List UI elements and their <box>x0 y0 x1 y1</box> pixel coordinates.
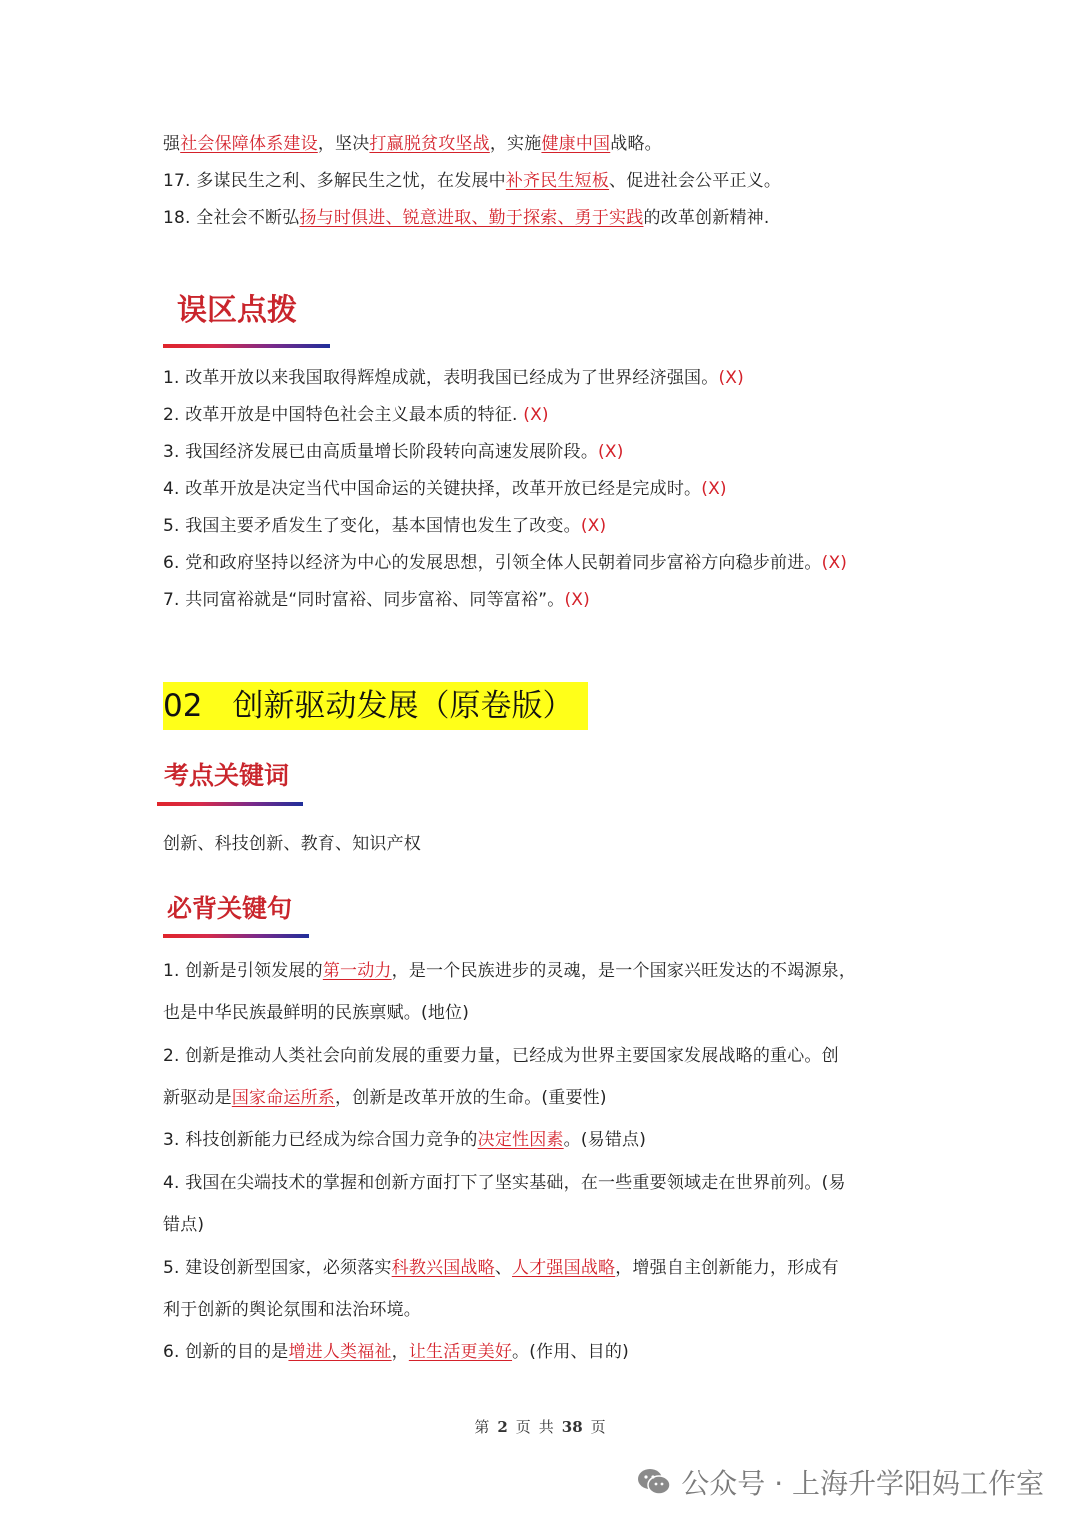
misconception-item <box>163 588 590 612</box>
highlighted-term: 补齐民生短板 <box>505 171 610 191</box>
line-text: 6. 创新的目的是 <box>163 1342 289 1362</box>
wrong-mark: (X) <box>718 368 744 388</box>
highlighted-term: 人才强国战略 <box>512 1258 616 1278</box>
line-text: 错点) <box>163 1215 205 1235</box>
line-text: ，创新是改革开放的生命。(重要性) <box>335 1088 607 1108</box>
misconception-item <box>163 403 549 427</box>
chapter-number: 02 <box>163 688 203 724</box>
line-text: 利于创新的舆论氛围和法治环境。 <box>163 1300 421 1320</box>
misconception-item <box>163 477 727 501</box>
highlighted-term: 科教兴国战略 <box>391 1258 495 1278</box>
highlighted-term: 扬与时俱进、锐意进取、勤于探索、勇于实践 <box>299 208 644 228</box>
line-text: ，实施 <box>489 134 542 154</box>
key-sentence-line <box>163 1298 421 1322</box>
page-label-gong: 共 <box>538 1418 554 1436</box>
current-page: 2 <box>497 1418 508 1436</box>
intro-line <box>163 169 781 193</box>
page-label-ye2: 页 <box>590 1418 606 1436</box>
key-sentence-line <box>163 1044 839 1068</box>
key-sentence-line <box>163 1213 204 1237</box>
wechat-icon <box>637 1468 671 1496</box>
key-sentence-line <box>163 1171 846 1195</box>
highlighted-term: 增进人类福祉 <box>288 1342 392 1362</box>
chapter-title <box>163 684 573 728</box>
line-text: 17. 多谋民生之利、多解民生之忧，在发展中 <box>163 171 506 191</box>
heading-underline <box>163 344 330 348</box>
wrong-mark: (X) <box>564 590 590 610</box>
key-sentences-heading: 必背关键句 <box>167 894 293 923</box>
line-text: 新驱动是 <box>163 1088 232 1108</box>
misconception-text: 1. 改革开放以来我国取得辉煌成就，表明我国已经成为了世界经济强国。 <box>163 368 719 388</box>
page-label-di: 第 <box>474 1418 490 1436</box>
wrong-mark: (X) <box>523 405 549 425</box>
key-sentence-line <box>163 1256 839 1280</box>
line-text: ，是一个民族进步的灵魂，是一个国家兴旺发达的不竭源泉， <box>391 961 857 981</box>
line-text: ， <box>391 1342 409 1362</box>
misconception-text: 6. 党和政府坚持以经济为中心的发展思想，引领全体人民朝着同步富裕方向稳步前进。 <box>163 553 822 573</box>
line-text: ，增强自主创新能力，形成有 <box>615 1258 839 1278</box>
line-text: 的改革创新精神. <box>643 208 770 228</box>
wrong-mark: (X) <box>598 442 624 462</box>
intro-line <box>163 206 769 230</box>
wrong-mark: (X) <box>821 553 848 573</box>
keywords-heading: 考点关键词 <box>164 761 290 790</box>
intro-line <box>163 132 662 156</box>
line-text: 1. 创新是引领发展的 <box>163 961 323 981</box>
misconception-text: 5. 我国主要矛盾发生了变化，基本国情也发生了改变。 <box>163 516 581 536</box>
misconception-item <box>163 551 847 575</box>
highlighted-term: 国家命运所系 <box>231 1088 336 1108</box>
misconception-text: 2. 改革开放是中国特色社会主义最本质的特征. <box>163 405 524 425</box>
key-sentence-line <box>163 1086 607 1110</box>
key-sentence-line <box>163 959 856 983</box>
highlighted-term: 社会保障体系建设 <box>180 134 318 154</box>
line-text: 战略。 <box>610 134 662 154</box>
total-pages: 38 <box>561 1418 583 1436</box>
key-sentence-line <box>163 1340 629 1364</box>
line-text: 。(易错点) <box>563 1130 647 1150</box>
misconception-item <box>163 440 624 464</box>
line-text: 2. 创新是推动人类社会向前发展的重要力量，已经成为世界主要国家发展战略的重心。创 <box>163 1046 839 1066</box>
line-text: 、 <box>494 1258 513 1278</box>
page-number <box>0 1416 1080 1437</box>
watermark <box>637 1462 1044 1502</box>
key-sentence-line <box>163 1128 646 1152</box>
wrong-mark: (X) <box>580 516 607 536</box>
misconceptions-heading: 误区点拨 <box>177 293 297 328</box>
line-text: 18. 全社会不断弘 <box>163 208 300 228</box>
line-text: 3. 科技创新能力已经成为综合国力竞争的 <box>163 1130 478 1150</box>
misconception-text: 4. 改革开放是决定当代中国命运的关键抉择，改革开放已经是完成时。 <box>163 479 702 499</box>
line-text: 、促进社会公平正义。 <box>609 171 782 191</box>
misconception-text: 3. 我国经济发展已由高质量增长阶段转向高速发展阶段。 <box>163 442 599 462</box>
line-text: 4. 我国在尖端技术的掌握和创新方面打下了坚实基础，在一些重要领域走在世界前列。(易 <box>163 1173 846 1193</box>
wrong-mark: (X) <box>701 479 727 499</box>
line-text: 。(作用、目的) <box>512 1342 629 1362</box>
line-text: 强 <box>163 134 181 154</box>
keywords-text: 创新、科技创新、教育、知识产权 <box>163 834 421 854</box>
highlighted-term: 第一动力 <box>322 961 392 981</box>
heading-underline <box>163 934 309 938</box>
misconception-item <box>163 366 744 390</box>
heading-underline <box>157 802 303 806</box>
line-text: ，坚决 <box>317 134 370 154</box>
chapter-title-text: 创新驱动发展（原卷版） <box>232 688 574 724</box>
highlighted-term: 打赢脱贫攻坚战 <box>369 134 490 154</box>
page-label-ye: 页 <box>515 1418 531 1436</box>
watermark-text: 公众号 · 上海升学阳妈工作室 <box>681 1467 1044 1500</box>
highlighted-term: 健康中国 <box>541 134 611 154</box>
misconception-text: 7. 共同富裕就是“同时富裕、同步富裕、同等富裕”。 <box>163 590 565 610</box>
highlighted-term: 让生活更美好 <box>408 1342 513 1362</box>
line-text: 也是中华民族最鲜明的民族禀赋。(地位) <box>163 1003 470 1023</box>
misconception-item <box>163 514 606 538</box>
highlighted-term: 决定性因素 <box>477 1130 564 1150</box>
key-sentence-line <box>163 1001 469 1025</box>
line-text: 5. 建设创新型国家，必须落实 <box>163 1258 392 1278</box>
